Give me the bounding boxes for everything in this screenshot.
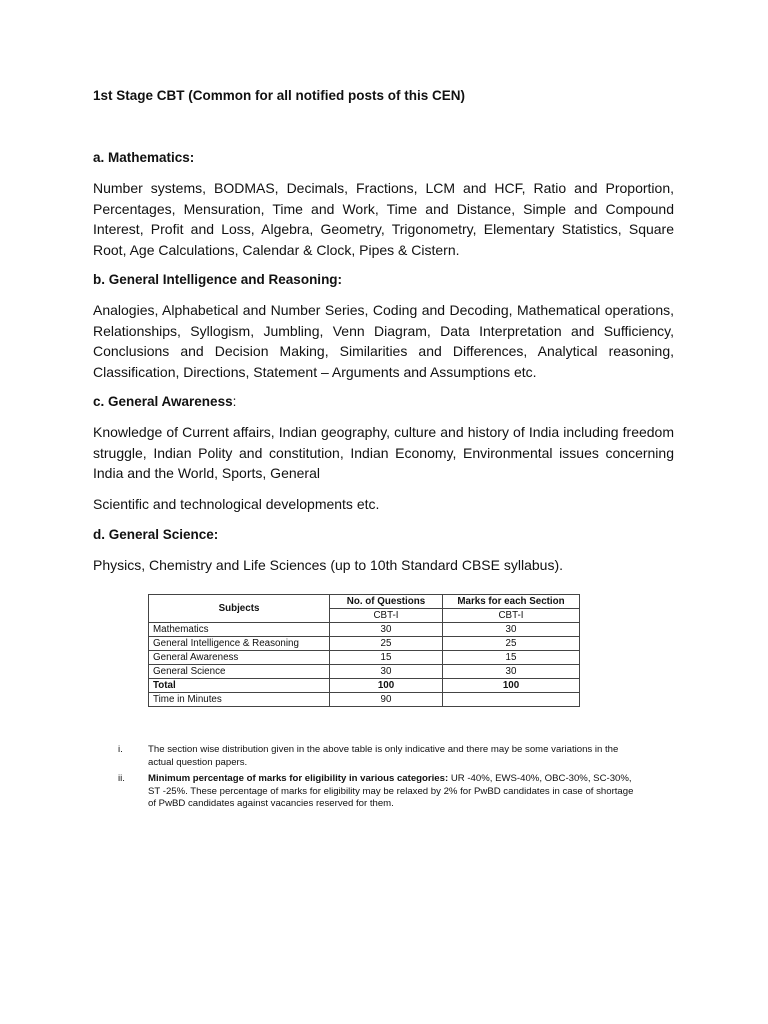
table-header-row	[149, 595, 580, 609]
subheader-marks: CBT-I	[443, 609, 580, 623]
note-text-container	[148, 773, 643, 811]
total-label: Total	[149, 679, 330, 693]
time-label: Time in Minutes	[149, 693, 330, 707]
section-body-reasoning: Analogies, Alphabetical and Number Series, Coding and Decoding, Mathematical operations, Relationships, Syllogism, Jumbling, Venn Diagram, Data Interpretation and Sufficiency, Conclusions and Decision Making, Similarities and Differences, Analytical reasoning, Classification, Directions, Statement – Arguments and Assumptions etc.	[93, 302, 674, 380]
section-body-awareness: Knowledge of Current affairs, Indian geography, culture and history of India including freedom struggle, Indian Polity and constitution, Indian Economy, Environmental issues concerning India and the World, Sports, General	[93, 424, 674, 481]
section-heading-awareness	[93, 394, 236, 409]
section-body-awareness-continued: Scientific and technological developments etc.	[93, 496, 380, 512]
table-row	[149, 637, 580, 651]
row-questions: 30	[330, 665, 443, 679]
note-item	[118, 773, 643, 811]
notes-list	[118, 744, 643, 815]
note-text: UR -40%, EWS-40%, OBC-30%, SC-30%, ST -25%. These percentage of marks for eligibility may be relaxed by 2% for PwBD candidates in case of shortage of PwBD candidates against vacancies reserved for them.	[148, 773, 634, 809]
row-questions: 25	[330, 637, 443, 651]
marks-distribution-table	[148, 594, 580, 707]
row-questions: 30	[330, 623, 443, 637]
row-marks: 15	[443, 651, 580, 665]
header-subjects: Subjects	[149, 595, 330, 623]
total-questions: 100	[330, 679, 443, 693]
total-marks: 100	[443, 679, 580, 693]
table-row	[149, 651, 580, 665]
section-heading-mathematics: a. Mathematics:	[93, 150, 195, 165]
time-value: 90	[330, 693, 443, 707]
row-subject: General Science	[149, 665, 330, 679]
header-questions: No. of Questions	[330, 595, 443, 609]
section-body-science: Physics, Chemistry and Life Sciences (up to 10th Standard CBSE syllabus).	[93, 557, 563, 573]
row-marks: 25	[443, 637, 580, 651]
row-marks: 30	[443, 665, 580, 679]
row-marks: 30	[443, 623, 580, 637]
note-item	[118, 744, 643, 769]
section-heading-reasoning: b. General Intelligence and Reasoning:	[93, 272, 343, 287]
table-row	[149, 623, 580, 637]
row-subject: General Awareness	[149, 651, 330, 665]
table-time-row	[149, 693, 580, 707]
row-subject: General Intelligence & Reasoning	[149, 637, 330, 651]
note-number: ii.	[118, 773, 125, 784]
row-subject: Mathematics	[149, 623, 330, 637]
header-marks: Marks for each Section	[443, 595, 580, 609]
table-row	[149, 665, 580, 679]
note-text: The section wise distribution given in the above table is only indicative and there may be some variations in the actual question papers.	[148, 744, 619, 768]
note-number: i.	[118, 744, 123, 755]
time-marks	[443, 693, 580, 707]
section-heading-science: d. General Science:	[93, 527, 219, 542]
table-total-row	[149, 679, 580, 693]
row-questions: 15	[330, 651, 443, 665]
page-title: 1st Stage CBT (Common for all notified posts of this CEN)	[93, 88, 466, 103]
section-heading-awareness-text: c. General Awareness	[93, 394, 233, 409]
section-heading-awareness-colon: :	[232, 394, 237, 409]
subheader-questions: CBT-I	[330, 609, 443, 623]
note-bold-text: Minimum percentage of marks for eligibility in various categories:	[148, 773, 449, 784]
section-body-mathematics: Number systems, BODMAS, Decimals, Fractions, LCM and HCF, Ratio and Proportion, Percentages, Mensuration, Time and Work, Time and Distance, Simple and Compound Interest, Profit and Loss, Algebra, Geometry, Trigonometry, Elementary Statistics, Square Root, Age Calculations, Calendar & Clock, Pipes & Cistern.	[93, 180, 674, 258]
